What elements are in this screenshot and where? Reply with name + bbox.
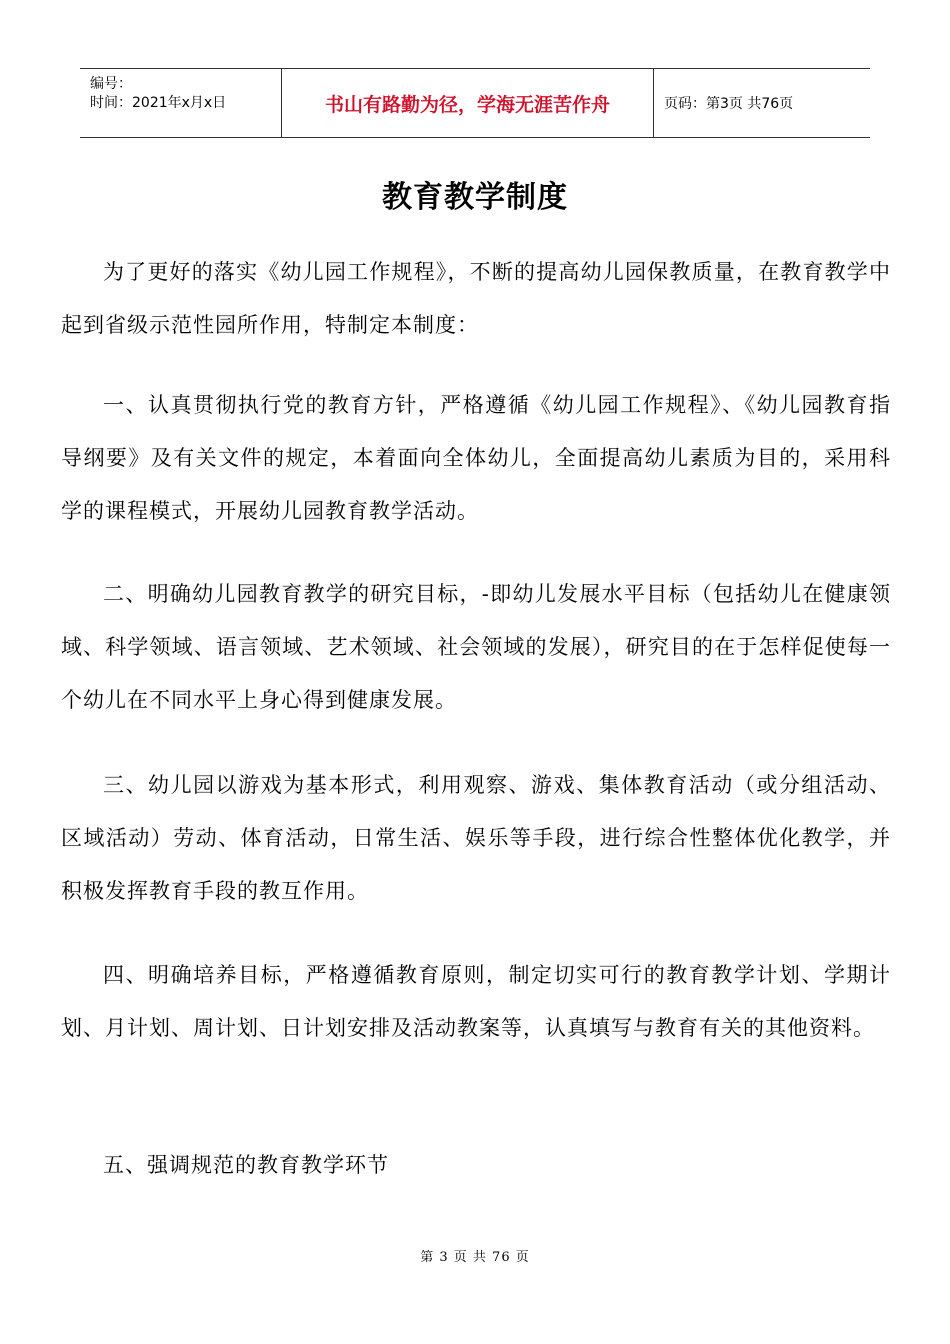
page-footer: 第 3 页 共 76 页 (420, 1250, 530, 1265)
paragraph-intro: 为了更好的落实《幼儿园工作规程》，不断的提高幼儿园保教质量，在教育教学中起到省级示范性园所作用，特制定本制度： (61, 260, 891, 337)
header-page-info: 页码：第3页 共76页 (664, 96, 794, 112)
header-time-label: 时间：2021年x月x日 (90, 95, 227, 111)
document-header (80, 68, 870, 138)
document-title: 教育教学制度 (382, 180, 568, 215)
header-meta (80, 69, 281, 137)
paragraph-item-1: 一、认真贯彻执行党的教育方针，严格遵循《幼儿园工作规程》、《幼儿园教育指导纲要》及有关文件的规定，本着面向全体幼儿，全面提高幼儿素质为目的，采用科学的课程模式，开展幼儿园教育教学活动。 (61, 393, 891, 523)
paragraph-item-2: 二、明确幼儿园教育教学的研究目标，-即幼儿发展水平目标（包括幼儿在健康领域、科学领域、语言领域、艺术领域、社会领域的发展），研究目的在于怎样促使每一个幼儿在不同水平上身心得到健康发展。 (61, 582, 891, 712)
paragraph-item-3: 三、幼儿园以游戏为基本形式，利用观察、游戏、集体教育活动（或分组活动、区域活动）劳动、体育活动，日常生活、娱乐等手段，进行综合性整体优化教学，并积极发挥教育手段的教互作用。 (61, 773, 891, 903)
header-number-label: 编号： (90, 76, 132, 92)
paragraph-item-5: 五、强调规范的教育教学环节 (103, 1153, 389, 1177)
header-motto: 书山有路勤为径，学海无涯苦作舟 (281, 69, 654, 137)
paragraph-item-4: 四、明确培养目标，严格遵循教育原则，制定切实可行的教育教学计划、学期计划、月计划、周计划、日计划安排及活动教案等，认真填写与教育有关的其他资料。 (61, 963, 891, 1040)
